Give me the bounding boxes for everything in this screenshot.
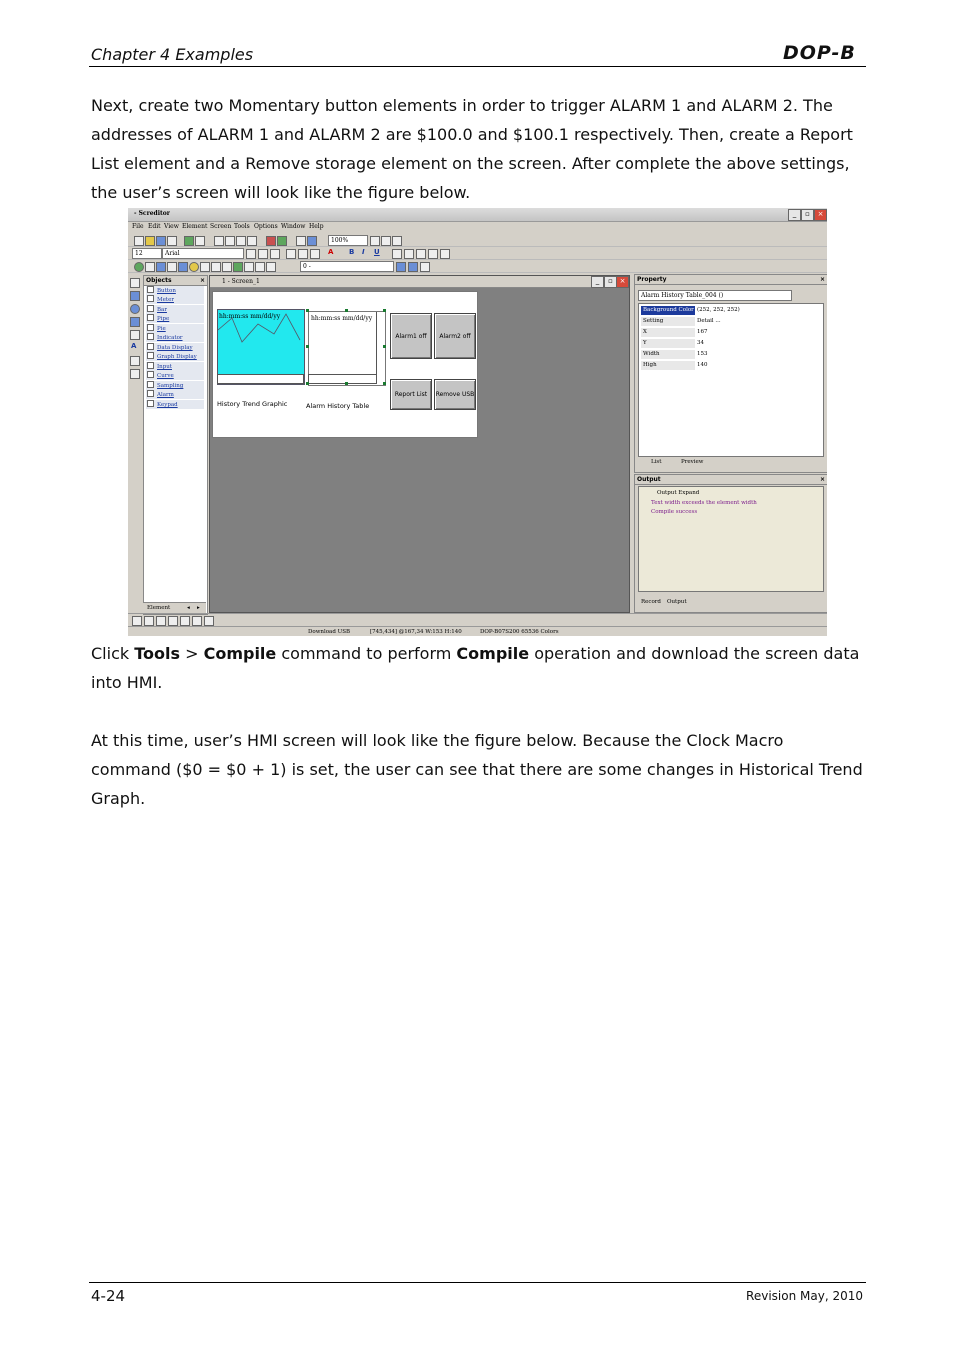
table-scrollbar[interactable] [308,374,377,384]
font-color-icon[interactable]: A [328,248,334,256]
object-item[interactable]: Input [146,362,204,371]
output-line: Text width exceeds the element width [651,500,757,506]
handle-c [383,309,386,312]
object-item[interactable]: Pie [146,324,204,333]
handle-h [383,382,386,385]
text-icon[interactable]: A [131,342,137,350]
remove-usb-button[interactable]: Remove USB [434,379,476,410]
output-panel [634,474,827,613]
output-line: Compile success [651,509,698,515]
panel-close-icon[interactable]: × [199,277,205,284]
layer-combo[interactable]: 0 - [300,261,394,272]
font-name-combo[interactable]: Arial [162,248,244,259]
objects-panel-header: Objects × [146,277,205,284]
element-tab[interactable]: Element [147,605,171,611]
minimize-button[interactable]: _ [788,209,801,221]
restore-button[interactable]: ▫ [801,209,814,221]
tab-scroll-right-icon[interactable]: ▸ [197,605,200,611]
menu-edit[interactable]: Edit [148,223,161,230]
align-top-icon[interactable] [156,616,166,626]
arc-icon[interactable] [130,330,140,340]
editor-screenshot [128,208,827,636]
keypad-tool-icon[interactable] [255,262,265,272]
trend-line [218,310,304,384]
property-row[interactable]: Background Color (252, 252, 252) [643,307,740,313]
object-item[interactable]: Meter [146,295,204,304]
object-item[interactable]: Keypad [146,400,204,409]
zoom-combo[interactable]: 100% [328,235,368,246]
menu-view[interactable]: View [164,223,179,230]
preview-tab[interactable]: Preview [681,459,704,465]
paste-icon[interactable] [236,236,246,246]
screen-icon[interactable] [408,262,418,272]
button-tool-icon[interactable] [145,262,155,272]
text-bg-icon[interactable] [298,249,308,259]
pencil-icon[interactable] [130,278,140,288]
element-selector[interactable]: Alarm History Table_004 () [638,290,792,301]
trend-time-label: hh:mm:ss mm/dd/yy [219,313,281,320]
macro-icon[interactable] [396,262,406,272]
result-paragraph: At this time, user’s HMI screen will look like the figure below. Because the Clock Macro command ($0 = $0 + 1) is set, the user can see that there are some changes in Historical Trend Graph. [91,731,863,808]
menu-window[interactable]: Window [281,223,306,230]
indicator-tool-icon[interactable] [189,262,199,272]
cut-icon[interactable] [214,236,224,246]
handle-d [306,345,309,348]
curve-tool-icon[interactable] [222,262,232,272]
hmi-screen [212,291,478,438]
download-icon[interactable] [266,236,276,246]
circle-tool-icon[interactable] [134,262,144,272]
find-icon[interactable] [247,236,257,246]
output-panel-header: Output × [637,476,825,483]
handle-g [345,382,348,385]
screen-window-header [210,276,629,288]
dop-b-logo: DOP-B [783,42,856,64]
bold-icon[interactable]: B [349,248,355,256]
object-item[interactable]: Button [146,286,204,295]
order-icon[interactable] [192,616,202,626]
rectangle-icon[interactable] [130,291,140,301]
element-tab-bar [143,602,206,613]
menu-element[interactable]: Element [182,223,208,230]
copy-icon[interactable] [225,236,235,246]
menu-tools[interactable]: Tools [234,223,250,230]
bottom-toolbar [128,613,827,626]
ellipse-icon[interactable] [130,304,140,314]
grid-icon[interactable] [307,236,317,246]
zoom-in-icon[interactable] [370,236,380,246]
save-icon[interactable] [156,236,166,246]
property-grid [638,303,824,457]
alarm-tool-icon[interactable] [244,262,254,272]
property-row[interactable]: Y 34 [643,340,704,346]
panel-close-icon[interactable]: × [819,276,825,283]
print-icon[interactable] [296,236,306,246]
work-area [209,275,630,613]
spacing-icon[interactable] [204,616,214,626]
table-caption: Alarm History Table [306,402,370,410]
trend-caption: History Trend Graphic [217,400,288,408]
page-number: 4-24 [91,1287,126,1305]
display-tool-icon[interactable] [200,262,210,272]
child-close-button[interactable]: × [616,276,629,288]
compile-icon[interactable] [184,236,194,246]
object-item[interactable]: Graph Display [146,352,204,361]
toolbar-format [128,247,827,260]
table-vscroll[interactable] [376,312,385,374]
align-right-icon[interactable] [270,249,280,259]
zoom-fit-icon[interactable] [392,236,402,246]
underline-color-icon[interactable] [310,249,320,259]
menu-bar [128,222,827,232]
input-tool-icon[interactable] [211,262,221,272]
menu-help[interactable]: Help [309,223,324,230]
object-item[interactable]: Indicator [146,333,204,342]
output-tab[interactable]: Output [667,599,687,605]
tab-scroll-left-icon[interactable]: ◂ [187,605,190,611]
object-item[interactable]: Curve [146,371,204,380]
polygon-icon[interactable] [130,317,140,327]
list-tab[interactable]: List [651,459,662,465]
fill-icon[interactable] [404,249,414,259]
trend-scrollbar[interactable] [217,374,304,384]
upload-icon[interactable] [277,236,287,246]
property-panel-header: Property × [637,276,825,283]
bar-tool-icon[interactable] [167,262,177,272]
pipe-tool-icon[interactable] [178,262,188,272]
align-center-icon[interactable] [258,249,268,259]
chapter-title: Chapter 4 Examples [91,45,254,64]
compile-paragraph: Click Tools > Compile command to perform Compile operation and download the screen data into HMI. [91,644,860,692]
intro-paragraph: Next, create two Momentary button elements in order to trigger ALARM 1 and ALARM 2. The addresses of ALARM 1 and ALARM 2 are $100.0 and $100.1 respectively. Then, create a Report List element and a Remove storage element on the screen. After complete the above settings, the user’s screen will look like the figure below. [91,96,853,202]
layout-icon[interactable] [132,616,142,626]
property-row[interactable]: Width 153 [643,351,708,357]
object-item[interactable]: Sampling [146,381,204,390]
font-size-combo[interactable]: 12 [132,248,162,259]
toolbar-standard [128,234,827,247]
toolbar-elements [128,260,827,273]
output-line: Output Expand [657,490,700,496]
objects-panel [143,275,208,615]
property-panel [634,274,827,473]
object-item[interactable]: Bar [146,305,204,314]
handle-b [345,309,348,312]
property-row[interactable]: High 140 [643,362,708,368]
screen-window-title: 1 - Screen_1 [222,278,260,285]
align-left-icon[interactable] [144,616,154,626]
picture-tool-icon[interactable] [233,262,243,272]
close-button[interactable]: × [814,209,827,221]
menu-screen[interactable]: Screen [210,223,232,230]
object-item[interactable]: Pipe [146,314,204,323]
export-icon[interactable] [167,236,177,246]
italic-icon[interactable]: I [362,248,365,256]
open-icon[interactable] [145,236,155,246]
revision-date: Revision May, 2010 [746,1289,863,1303]
property-row[interactable]: X 167 [643,329,708,335]
status-coordinates: [745,434] @167,34 W:153 H:140 [370,629,462,635]
new-icon[interactable] [134,236,144,246]
recipe-icon[interactable] [420,262,430,272]
status-model: DOP-B07S200 65536 Colors [480,629,559,635]
zoom-out-icon[interactable] [381,236,391,246]
object-item[interactable]: Data Display [146,343,204,352]
header-rule [89,66,866,67]
table-time-label: hh:mm:ss mm/dd/yy [311,315,373,322]
text-tool-icon[interactable] [266,262,276,272]
alarm1-button[interactable]: Alarm1 off [390,313,432,359]
alarm2-button[interactable]: Alarm2 off [434,313,476,359]
report-list-button[interactable]: Report List [390,379,432,410]
object-item[interactable]: Alarm [146,390,204,399]
group-icon[interactable] [416,249,426,259]
menu-file[interactable]: File [132,223,144,230]
ungroup-icon[interactable] [428,249,438,259]
handle-e [383,345,386,348]
property-row[interactable]: Setting Detail ... [643,318,721,324]
line-icon[interactable] [392,249,402,259]
scale-icon[interactable] [130,356,140,366]
footer-rule [89,1282,866,1283]
layer-front-icon[interactable] [440,249,450,259]
handle-a [306,309,309,312]
menu-options[interactable]: Options [254,223,278,230]
drawing-tools [128,274,142,604]
child-restore-button[interactable]: ▫ [604,276,617,288]
text-color-icon[interactable] [286,249,296,259]
stop-icon[interactable] [195,236,205,246]
align-icon[interactable] [246,249,256,259]
panel-close-icon[interactable]: × [819,476,825,483]
editor-titlebar [128,208,827,222]
status-mode: Download USB [308,629,351,635]
meter-tool-icon[interactable] [156,262,166,272]
align-bottom-icon[interactable] [168,616,178,626]
status-bar [128,626,827,636]
record-tab[interactable]: Record [641,599,661,605]
underline-icon[interactable]: U [374,248,380,256]
output-log [638,486,824,592]
same-size-icon[interactable] [180,616,190,626]
table-icon[interactable] [130,369,140,379]
editor-title: - Screditor [134,210,170,217]
child-minimize-button[interactable]: _ [591,276,604,288]
handle-f [306,382,309,385]
